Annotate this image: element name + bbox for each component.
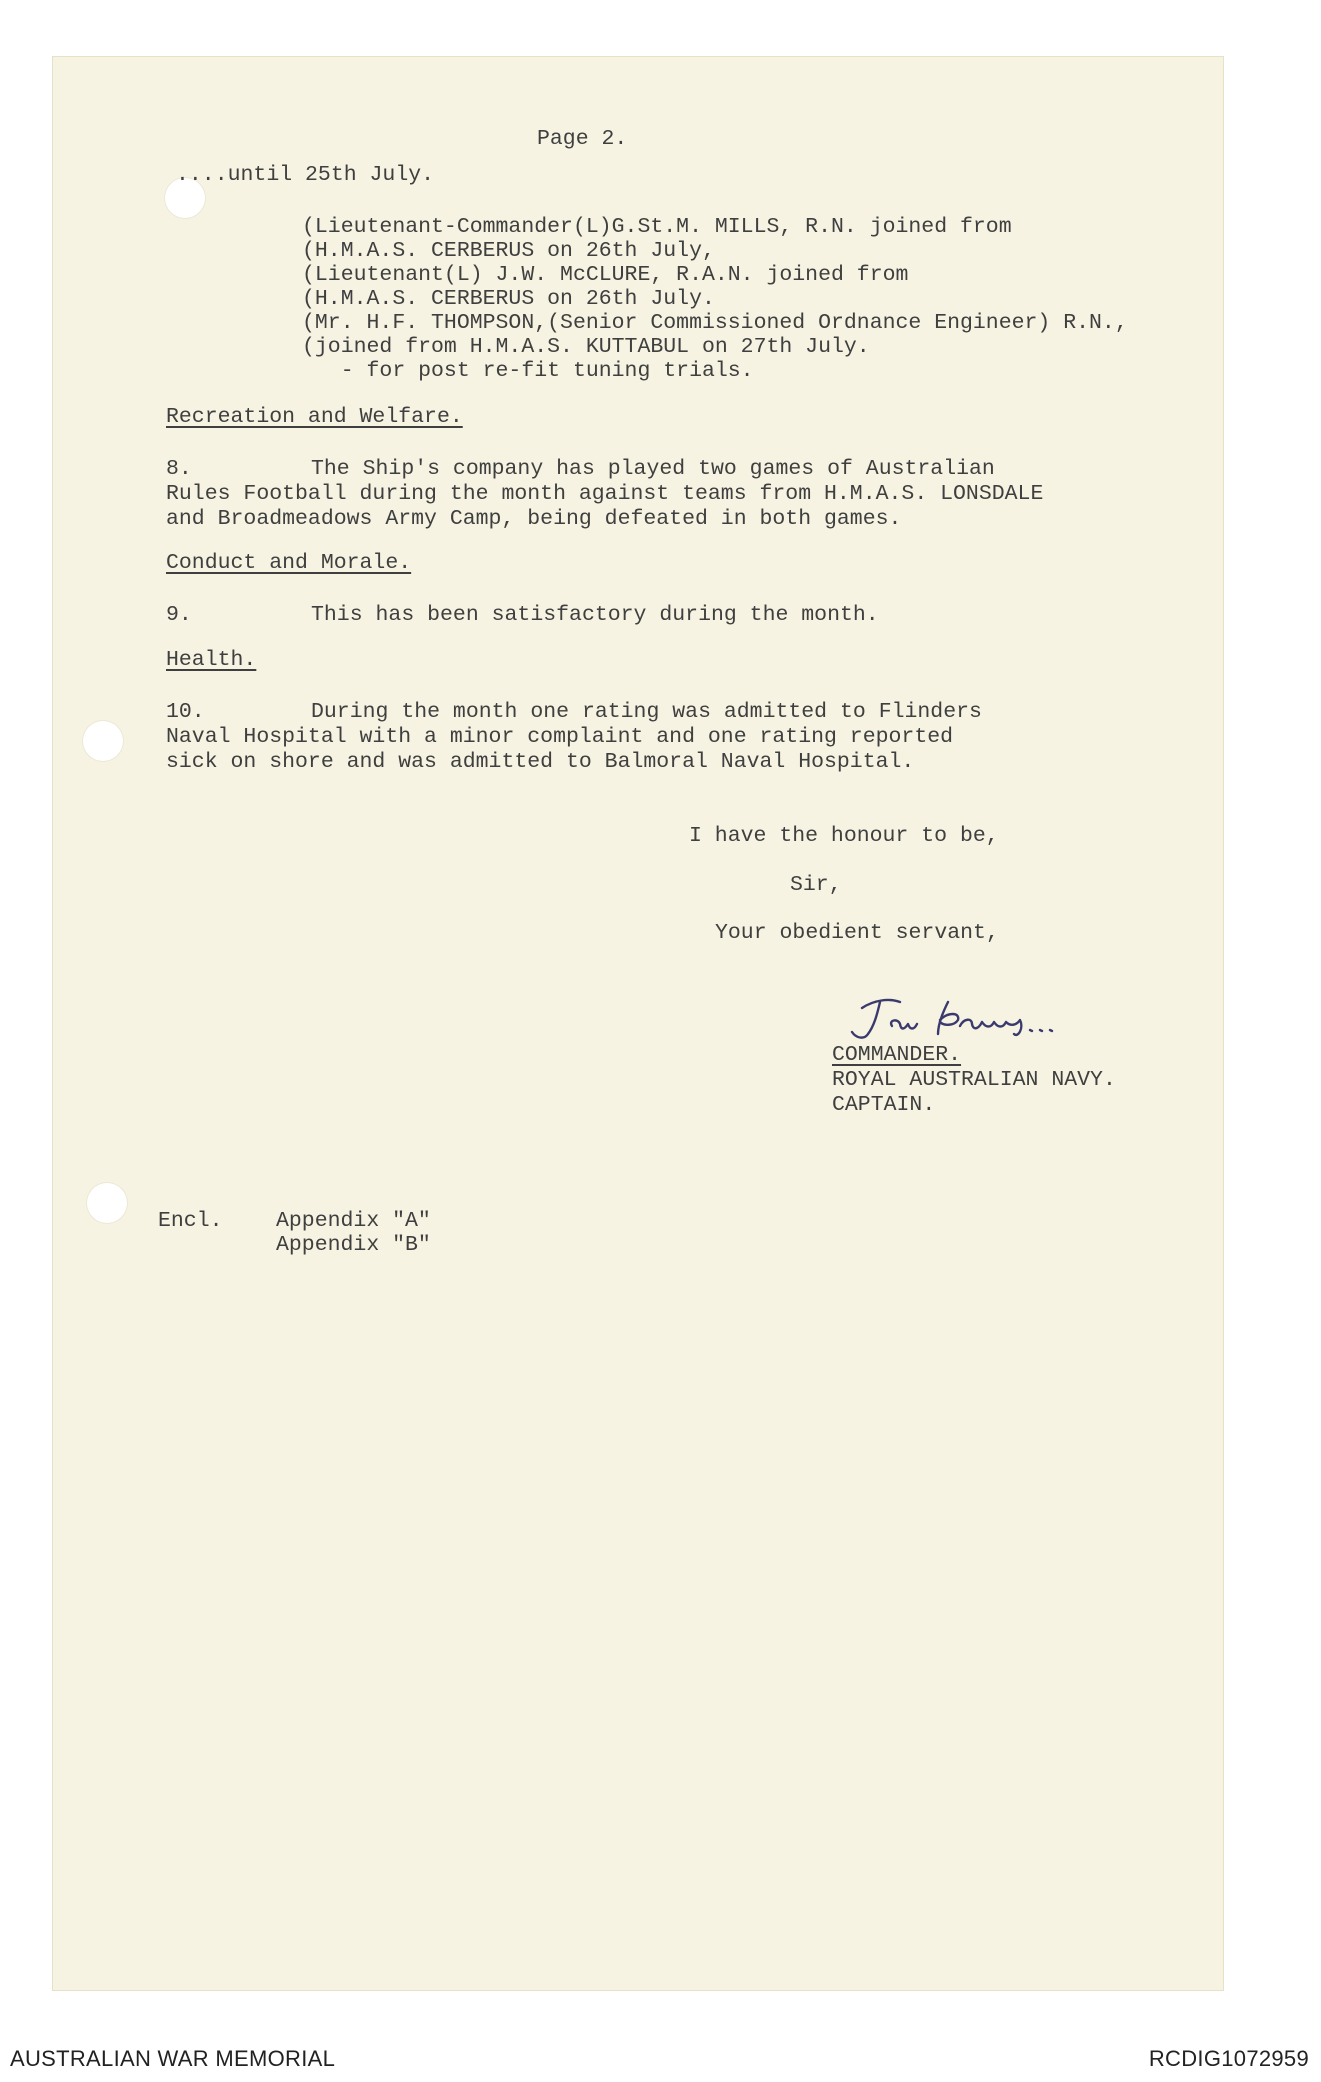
closing-line: Your obedient servant, <box>715 921 999 945</box>
enclosure-item: Appendix "B" <box>276 1233 431 1257</box>
joined-line: - for post re-fit tuning trials. <box>302 359 754 383</box>
section-heading-health: Health. <box>166 648 257 672</box>
paragraph-number: 10. <box>166 700 205 724</box>
joined-line: (H.M.A.S. CERBERUS on 26th July, <box>302 239 715 263</box>
closing-line: I have the honour to be, <box>689 824 999 848</box>
paragraph-line: and Broadmeadows Army Camp, being defeated in both games. <box>166 507 902 531</box>
enclosure-label: Encl. <box>158 1209 223 1233</box>
paragraph-line: During the month one rating was admitted to Flinders <box>311 700 982 724</box>
signature-stroke <box>1030 1030 1032 1031</box>
signature-stroke <box>852 1002 880 1038</box>
punch-hole <box>87 1183 127 1223</box>
footer-right: RCDIG1072959 <box>1148 2046 1309 2071</box>
signature-stroke <box>862 1000 900 1008</box>
section-heading-recreation: Recreation and Welfare. <box>166 405 463 429</box>
section-heading-conduct: Conduct and Morale. <box>166 551 412 575</box>
signature-stroke <box>891 1020 917 1028</box>
footer-left: AUSTRALIAN WAR MEMORIAL <box>10 2046 336 2071</box>
paragraph-line: Rules Football during the month against teams from H.M.A.S. LONSDALE <box>166 482 1044 506</box>
continuation-line: ....until 25th July. <box>176 163 435 187</box>
signature-service: ROYAL AUSTRALIAN NAVY. <box>832 1068 1116 1092</box>
paragraph-line: Naval Hospital with a minor complaint and one rating reported <box>166 725 954 749</box>
joined-line: (Lieutenant(L) J.W. McCLURE, R.A.N. joined from <box>302 263 909 287</box>
joined-line: (Lieutenant-Commander(L)G.St.M. MILLS, R.N. joined from <box>302 215 1012 239</box>
closing-salutation: Sir, <box>790 873 842 897</box>
punch-hole <box>83 721 123 761</box>
paragraph-line: sick on shore and was admitted to Balmoral Naval Hospital. <box>166 750 915 774</box>
signature-stroke <box>960 1020 1021 1035</box>
paragraph-number: 9. <box>166 603 192 627</box>
handwritten-signature <box>844 990 1094 1050</box>
signature-stroke <box>1050 1030 1052 1031</box>
joined-line: (H.M.A.S. CERBERUS on 26th July. <box>302 287 715 311</box>
paragraph-line: This has been satisfactory during the month. <box>311 603 879 627</box>
signature-stroke <box>1040 1030 1042 1031</box>
paragraph-number: 8. <box>166 457 192 481</box>
joined-line: (Mr. H.F. THOMPSON,(Senior Commissioned Ordnance Engineer) R.N., <box>302 311 1128 335</box>
signature-rank: COMMANDER. <box>832 1043 962 1067</box>
enclosure-item: Appendix "A" <box>276 1209 431 1233</box>
page-header: Page 2. <box>537 127 628 151</box>
joined-line: (joined from H.M.A.S. KUTTABUL on 27th July. <box>302 335 870 359</box>
paragraph-line: The Ship's company has played two games of Australian <box>311 457 995 481</box>
signature-title: CAPTAIN. <box>832 1093 936 1117</box>
